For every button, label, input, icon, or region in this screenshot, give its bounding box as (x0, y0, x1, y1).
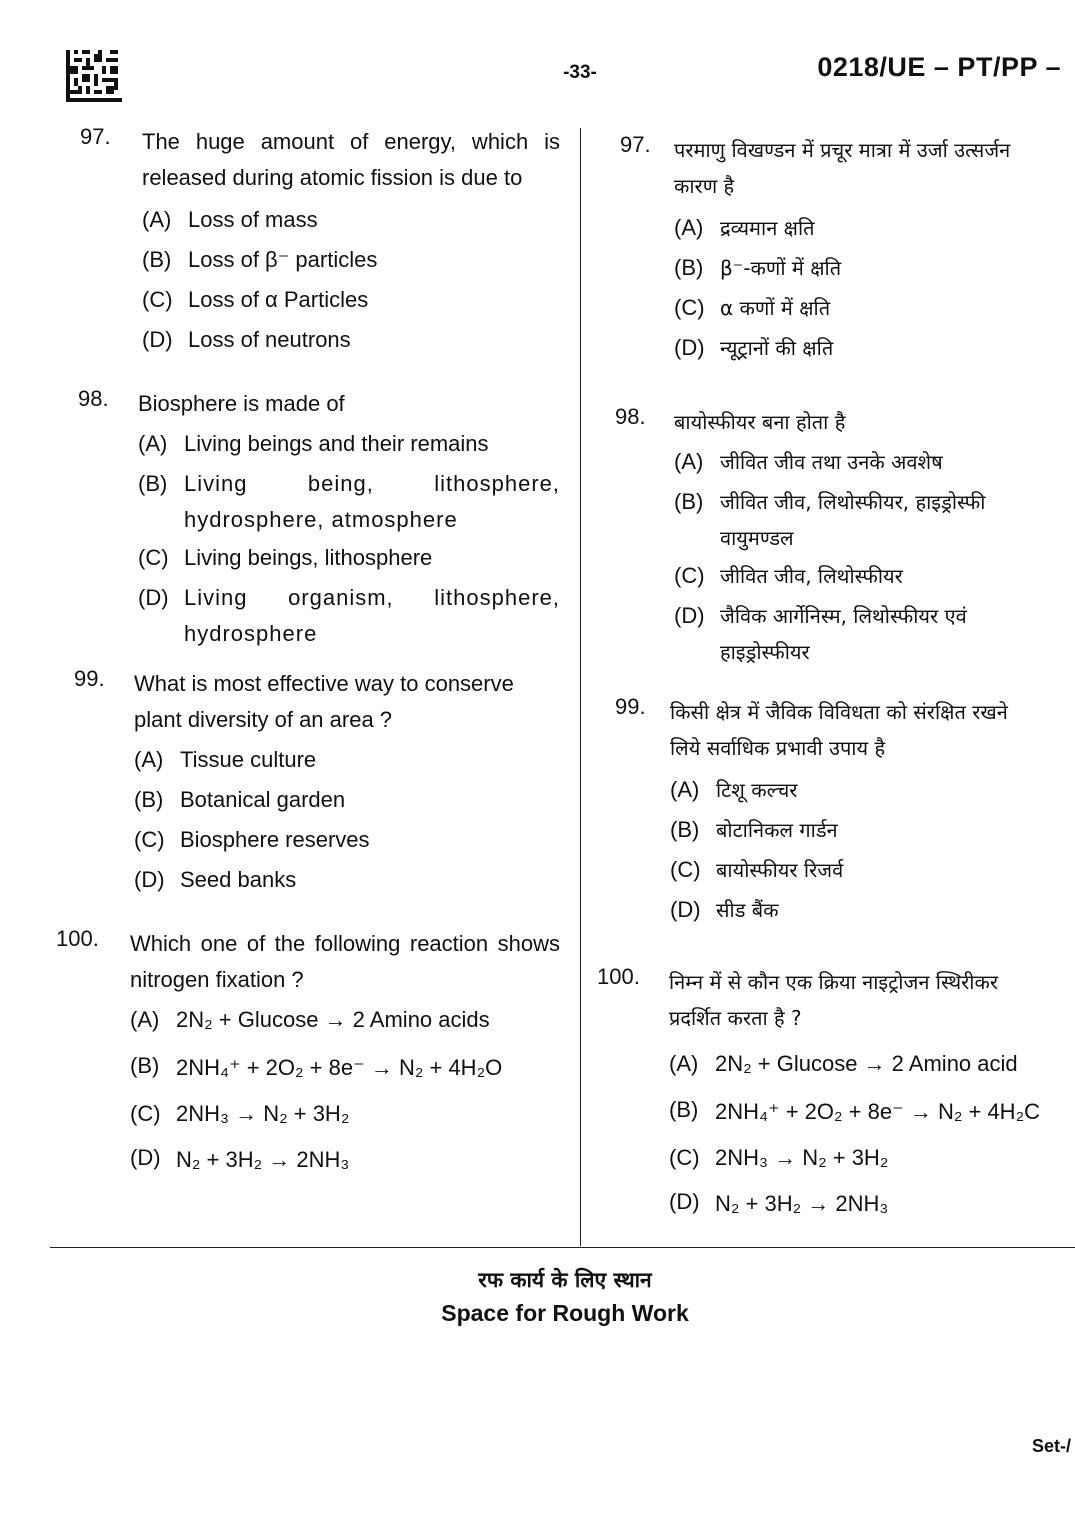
option-a: (A) Tissue culture (134, 747, 317, 772)
option-c: (C) 2NH₃ → N₂ + 3H₂ (669, 1145, 889, 1170)
english-column (56, 124, 561, 1184)
question-text: Biosphere is made of (138, 391, 345, 416)
rough-work-label-hindi: रफ कार्य के लिए स्थान (478, 1268, 652, 1292)
option-c: (C) जीवित जीव, लिथोस्फीयर (674, 563, 903, 588)
option-b: (B) 2NH₄⁺ + 2O₂ + 8e⁻ → N₂ + 4H₂O (130, 1053, 503, 1080)
question-98-en (78, 386, 560, 652)
question-100-hi (597, 964, 1070, 1228)
option-a: (A) टिशू कल्चर (670, 777, 798, 802)
question-99-hi (615, 694, 1070, 930)
option-b: (B) β⁻-कणों में क्षति (674, 255, 842, 280)
question-number: 97. (620, 132, 651, 157)
question-text: Which one of the following reaction shows nitrogen fixation ? (130, 931, 560, 992)
footer-divider (50, 1247, 1075, 1248)
question-number: 99. (615, 694, 646, 719)
option-c: (C) Biosphere reserves (134, 827, 370, 852)
question-number: 99. (74, 666, 105, 691)
option-c: (C) Living beings, lithosphere (138, 545, 433, 570)
question-text: किसी क्षेत्र में जैविक विविधता को संरक्षित रखने लिये सर्वाधिक प्रभावी उपाय है (670, 700, 1008, 760)
option-b: (B) जीवित जीव, लिथोस्फीयर, हाइड्रोस्फी वायुमण्डल (674, 489, 986, 550)
question-number: 100. (56, 926, 99, 951)
question-97-hi (620, 132, 1070, 368)
option-a: (A) जीवित जीव तथा उनके अवशेष (674, 449, 943, 474)
option-b: (B) Loss of β⁻ particles (142, 247, 378, 272)
question-99-en (74, 666, 560, 900)
question-number: 98. (78, 386, 109, 411)
column-divider (580, 128, 581, 1246)
option-a: (A) Living beings and their remains (138, 431, 489, 456)
question-text: परमाणु विखण्डन में प्रचूर मात्रा में उर्जा उत्सर्जन कारण है (674, 138, 1011, 198)
option-a: (A) 2N₂ + Glucose → 2 Amino acids (130, 1007, 490, 1032)
option-c: (C) 2NH₃ → N₂ + 3H₂ (130, 1101, 350, 1126)
option-d: (D) न्यूट्रानों की क्षति (674, 335, 834, 360)
question-98-hi (615, 404, 1070, 670)
page-number: -33- (563, 62, 597, 83)
rough-work-label-english: Space for Rough Work (441, 1300, 689, 1326)
option-b: (B) Botanical garden (134, 787, 346, 812)
paper-code: 0218/UE – PT/PP – (817, 52, 1061, 82)
option-a: (A) 2N₂ + Glucose → 2 Amino acid (669, 1051, 1018, 1076)
option-b: (B) 2NH₄⁺ + 2O₂ + 8e⁻ → N₂ + 4H₂C (669, 1097, 1040, 1124)
question-100-en (56, 926, 560, 1184)
option-d: (D) Seed banks (134, 867, 297, 892)
question-text: The huge amount of energy, which is released during atomic fission is due to (142, 129, 560, 190)
option-d: (D) जैविक आर्गेनिस्म, लिथोस्फीयर एवं हाइड्रोस्फीयर (674, 603, 967, 664)
option-d: (D) N₂ + 3H₂ → 2NH₃ (669, 1189, 889, 1216)
option-c: (C) बायोस्फीयर रिजर्व (670, 857, 844, 882)
option-a: (A) Loss of mass (142, 207, 318, 232)
option-b: (B) Living being, lithosphere, hydrosphere, atmosphere (138, 471, 560, 532)
set-label: Set-/ (1031, 1436, 1071, 1456)
option-d: (D) N₂ + 3H₂ → 2NH₃ (130, 1145, 350, 1172)
question-number: 97. (80, 124, 111, 149)
option-b: (B) बोटानिकल गार्डन (670, 817, 838, 842)
option-d: (D) Living organism, lithosphere, hydrosphere (138, 585, 560, 646)
hindi-column (595, 132, 1070, 1228)
question-number: 98. (615, 404, 646, 429)
option-d: (D) सीड बैंक (670, 897, 779, 922)
option-a: (A) द्रव्यमान क्षति (674, 215, 815, 240)
question-number: 100. (597, 964, 640, 989)
question-text: बायोस्फीयर बना होता है (674, 410, 846, 434)
question-97-en (80, 124, 560, 360)
question-text: निम्न में से कौन एक क्रिया नाइट्रोजन स्थिरीकर प्रदर्शित करता है ? (669, 970, 999, 1030)
question-text: What is most effective way to conserve plant diversity of an area ? (134, 671, 514, 732)
option-c: (C) Loss of α Particles (142, 287, 369, 312)
option-c: (C) α कणों में क्षति (674, 295, 831, 320)
option-d: (D) Loss of neutrons (142, 327, 351, 352)
